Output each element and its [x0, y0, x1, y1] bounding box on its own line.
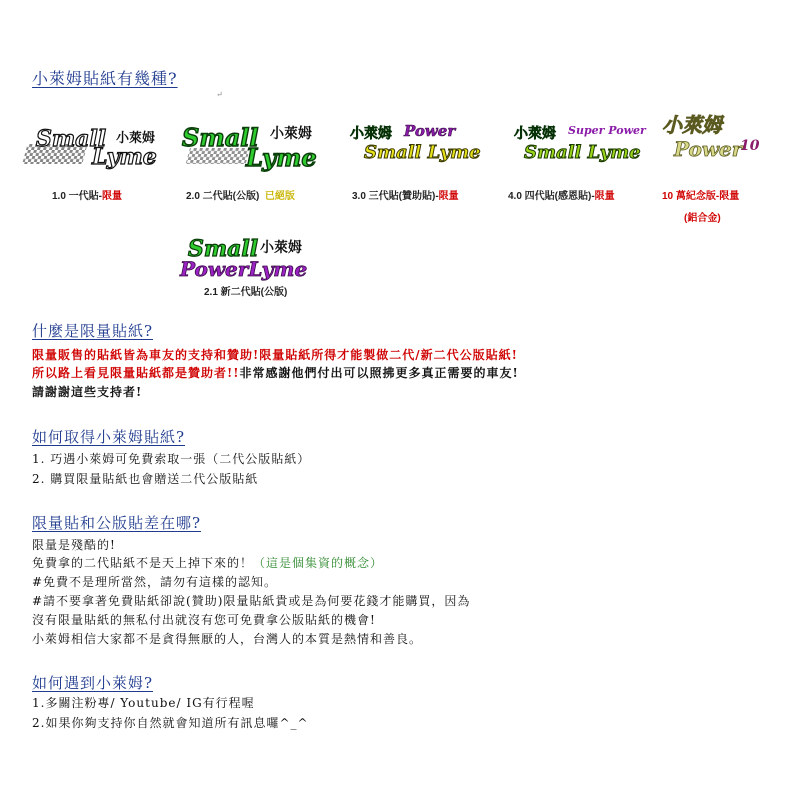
sticker-4-text-a: Super Power — [568, 124, 646, 137]
sticker-1-text-a: Small — [36, 126, 107, 152]
sticker-3-text-a: Power — [404, 122, 456, 140]
sticker-2-caption: 2.0 二代貼(公版) 已絕版 — [186, 191, 295, 202]
sticker-5-caption: 10 萬紀念版-限量 — [662, 191, 740, 202]
section-1-line-3: 請謝謝這些支持者! — [32, 385, 143, 399]
paragraph-mark: ↵ — [216, 90, 223, 99]
sticker-5-text-a: Power — [674, 137, 743, 161]
sticker-4-cjk: 小萊姆 — [514, 126, 556, 142]
sticker-3-caption: 3.0 三代貼(贊助貼)-限量 — [352, 191, 459, 202]
section-3-line-2: 免費拿的二代貼紙不是天上掉下來的！（這是個集資的概念） — [32, 556, 384, 570]
section-3-line-5: 沒有限量貼紙的無私付出就沒有您可免費拿公版貼紙的機會! — [32, 613, 376, 627]
sticker-1-cjk: 小萊姆 — [116, 131, 156, 146]
sticker-4-text-b: Small Lyme — [524, 142, 641, 163]
section-1-line-2: 所以路上看見限量貼紙都是贊助者!!非常感謝他們付出可以照拂更多真正需要的車友! — [32, 366, 519, 380]
section-3-line-6: 小萊姆相信大家都不是貪得無厭的人，台灣人的本質是熱情和善良。 — [32, 632, 423, 646]
sticker-1-caption: 1.0 一代貼-限量 — [52, 191, 123, 202]
sticker-3-text-b: Small Lyme — [364, 142, 481, 163]
sticker-4-caption: 4.0 四代貼(感恩貼)-限量 — [508, 191, 615, 202]
sticker-2-logo — [178, 118, 323, 170]
section-1-line-1: 限量販售的貼紙皆為車友的支持和贊助!限量貼紙所得才能製做二代/新二代公版貼紙! — [32, 348, 518, 362]
sticker-4-logo — [512, 116, 646, 168]
section-3-line-4: #請不要拿著免費貼紙卻說(贊助)限量貼紙貴或是為何要花錢才能購買，因為 — [32, 594, 471, 608]
section-4-line-1: 1.多關注粉專/ Youtube/ IG有行程喔 — [32, 696, 255, 710]
section-2-line-1: 1. 巧遇小萊姆可免費索取一張（二代公版貼紙） — [32, 452, 311, 466]
sticker-5-logo — [660, 110, 770, 168]
sticker-6-text-b: PowerLyme — [180, 257, 308, 281]
sticker-5-text-b: 10 — [740, 138, 760, 154]
sticker-6-caption: 2.1 新二代貼(公版) — [204, 287, 288, 298]
sticker-1-text-b: Lyme — [92, 144, 157, 170]
sticker-3-cjk: 小萊姆 — [350, 126, 392, 142]
section-4-heading: 如何遇到小萊姆? — [32, 674, 154, 692]
sticker-6-logo — [178, 232, 318, 284]
sticker-2-text-b: Lyme — [246, 143, 317, 172]
section-1-heading: 什麼是限量貼紙? — [32, 322, 154, 340]
section-3-line-1: 限量是殘酷的! — [32, 538, 116, 552]
sticker-2-cjk: 小萊姆 — [270, 126, 312, 142]
section-2-line-2: 2. 購買限量貼紙也會贈送二代公版貼紙 — [32, 472, 259, 486]
sticker-3-logo — [348, 118, 481, 168]
sticker-6-text-a: Small — [188, 236, 259, 262]
sticker-6-cjk: 小萊姆 — [260, 240, 302, 256]
sticker-2-text-a: Small — [182, 123, 259, 152]
section-3-heading: 限量貼和公版貼差在哪? — [32, 514, 202, 532]
section-3-line-3: #免費不是理所當然，請勿有這樣的認知。 — [32, 575, 278, 589]
section-2-heading: 如何取得小萊姆貼紙? — [32, 428, 186, 446]
page-title: 小萊姆貼紙有幾種? — [32, 69, 178, 88]
sticker-5-material: (鋁合金) — [684, 213, 721, 224]
sticker-1-logo — [30, 120, 165, 170]
section-4-line-2: 2.如果你夠支持你自然就會知道所有訊息囉^_^ — [32, 716, 309, 730]
sticker-5-cjk: 小萊姆 — [662, 113, 722, 137]
